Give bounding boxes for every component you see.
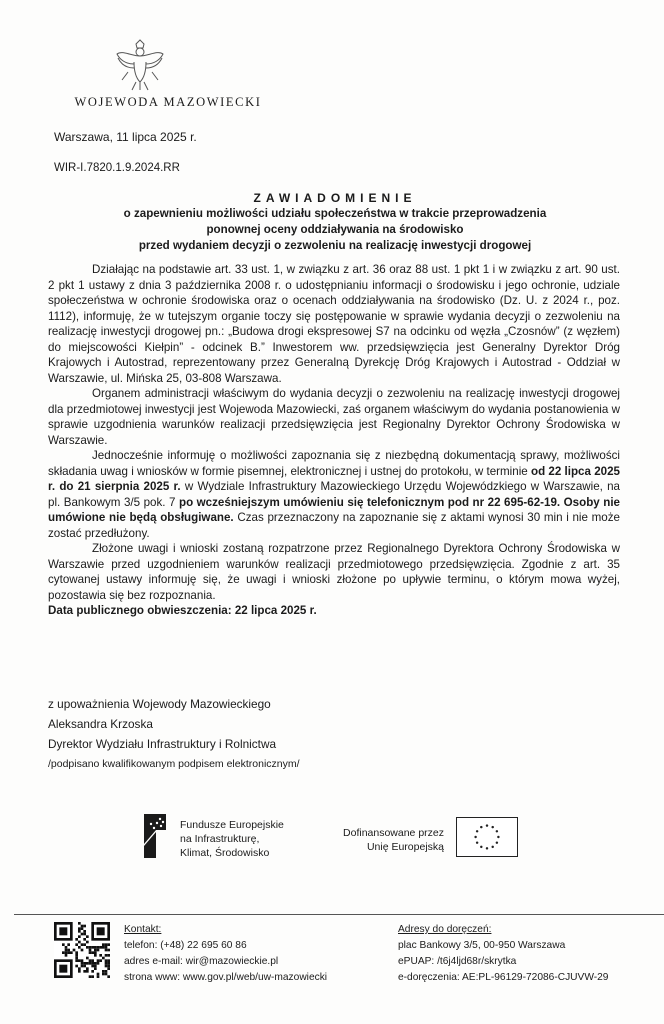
qr-module [81,959,84,962]
qr-module [102,946,105,949]
qr-module [99,959,102,962]
qr-module [107,962,110,965]
qr-module [59,965,67,973]
fundusze-europejskie-text [180,818,284,860]
qr-module [81,962,84,965]
eu-star [496,830,498,832]
qr-module [67,949,70,952]
qr-module [102,970,105,973]
qr-module [78,959,81,962]
qr-module [78,927,81,930]
qr-module [83,962,86,965]
eu-flag-icon [456,817,518,857]
reference-number: WIR-I.7820.1.9.2024.RR [54,162,180,174]
consultation-intro: Jednocześnie informuję o możliwości zapoznania się z niezbędną dokumentacją sprawy, możliwości składania uwag i wniosków w formie pisemnej, elektronicznej i ustnej do protokołu, w terminie [48,449,620,478]
signature-position: Dyrektor Wydziału Infrastruktury i Rolnictwa [48,737,277,751]
qr-module [107,949,110,952]
qr-module [91,975,94,978]
qr-module [65,954,68,957]
qr-module [89,949,92,952]
eu-star [476,830,478,832]
signature-authorization: z upoważnienia Wojewody Mazowieckiego [48,697,271,711]
qr-module [94,951,97,954]
document-date: Warszawa, 11 lipca 2025 r. [54,130,197,144]
qr-module [81,949,84,952]
footer-contact [124,922,327,986]
qr-module [94,962,97,965]
qr-module [94,949,97,952]
qr-module [83,965,86,968]
eu-star [486,824,488,826]
qr-module [81,933,84,936]
title-line-1: o zapewnieniu możliwości udziału społeczeństwa w trakcie przeprowadzenia [123,207,547,220]
qr-module [78,922,81,925]
qr-module [83,930,86,933]
qr-module [97,959,100,962]
qr-module [70,951,73,954]
qr-module [75,943,78,946]
signature-note: /podpisano kwalifikowanym podpisem elektronicznym/ [48,758,300,770]
contact-email[interactable]: adres e-mail: wir@mazowieckie.pl [124,956,279,967]
qr-module [81,943,84,946]
qr-module [89,962,92,965]
qr-module [78,935,81,938]
qr-module [83,938,86,941]
qr-module [62,951,65,954]
publication-date: : 22 lipca 2025 r. [227,604,317,617]
fe-line-2: na Infrastrukturę, [180,833,260,845]
qr-module [91,970,94,973]
qr-module [91,962,94,965]
qr-module [107,959,110,962]
qr-module [83,933,86,936]
qr-module [75,954,78,957]
qr-module [97,927,105,935]
paragraph-comments: Złożone uwagi i wnioski zostaną rozpatrzone przez Regionalnego Dyrektora Ochrony Środowiska w Warszawie przed uzgodnieniem warunków realizacji przedmiotowego przedsięwzięcia. Zgodnie z art. 35 cytowanej ustawy informuję się, że uwagi i wnioski złożone po upływie terminu, o którym mowa wyżej, pozostawia się bez rozpoznania. [48,542,620,602]
qr-module [86,946,89,949]
footer-divider [14,914,664,915]
paragraph-legal-basis: Działając na podstawie art. 33 ust. 1, w związku z art. 36 oraz 88 ust. 1 pkt 1 i w związku z art. 90 ust. 2 pkt 1 ustawy z dnia 3 października 2008 r. o udostępnianiu informacji o środowisku i jego ochronie, udziale społeczeństwa w ochronie środowiska oraz o ocenach oddziaływania na środowisko (Dz. U. z 2024 r., poz. 1112), informuję, że w tutejszym organie toczy się postępowanie w sprawie wydania decyzji o zezwoleniu na realizację inwestycji drogowej pn.: „Budowa drogi ekspresowej S7 na odcinku od węzła „Czosnów” (z węzłem) do miejscowości Kiełpin” - odcinek B.” Inwestorem ww. przedsięwzięcia jest Generalny Dyrektor Dróg Krajowych i Autostrad, reprezentowany przez Generalną Dyrekcję Dróg Krajowych i Autostrad - Oddział w Warszawie, ul. Mińska 25, 03-808 Warszawa. [48,263,620,385]
footer-addresses [398,922,608,986]
qr-module [105,954,108,957]
qr-module [78,930,81,933]
qr-module [75,938,78,941]
qr-module [67,943,70,946]
eu-star [491,826,493,828]
qr-module [65,951,68,954]
qr-module [81,927,84,930]
contact-phone: telefon: (+48) 22 695 60 86 [124,940,247,951]
qr-module [107,965,110,968]
document-body [48,262,620,619]
qr-module [75,957,78,960]
qr-module [91,946,94,949]
qr-module [86,935,89,938]
qr-module [91,959,94,962]
qr-module [75,951,78,954]
qr-module [105,959,108,962]
eu-star [496,841,498,843]
qr-module [105,949,108,952]
qr-module [86,970,89,973]
qr-module [105,962,108,965]
qr-module [97,949,100,952]
qr-module [105,946,108,949]
qr-module [102,973,105,976]
qr-module [91,965,94,968]
eu-star [497,836,499,838]
qr-module [75,965,78,968]
postal-address: plac Bankowy 3/5, 00-950 Warszawa [398,940,566,951]
qr-module [94,965,97,968]
qr-module [99,954,102,957]
qr-module [86,962,89,965]
qr-module [73,949,76,952]
title-line-3: przed wydaniem decyzji o zezwoleniu na realizację inwestycji drogowej [138,239,532,252]
qr-module [102,943,105,946]
qr-module [75,959,78,962]
qr-module [78,946,81,949]
paragraph-competent-authority: Organem administracji właściwym do wydania decyzji o zezwoleniu na realizację inwestycji drogowej dla przedmiotowej inwestycji jest Wojewoda Mazowiecki, zaś organem właściwym do wydania postanowienia w sprawie uzgodnienia warunków realizacji przedsięwzięcia jest Regionalny Dyrektor Ochrony Środowiska w Warszawie. [48,387,620,447]
qr-module [94,946,97,949]
qr-module [107,967,110,970]
eu-star [480,846,482,848]
qr-module [89,946,92,949]
qr-module [89,975,92,978]
qr-module [65,949,68,952]
contact-heading: Kontakt: [124,924,162,935]
contact-website[interactable]: strona www: www.gov.pl/web/uw-mazowiecki [124,972,328,983]
edoreczenia-address: e-doręczenia: AE:PL-96129-72086-CJUVW-29 [398,972,609,983]
qr-module [86,941,89,944]
eu-star [491,846,493,848]
qr-module [59,927,67,935]
epuap-address: ePUAP: /t6j4ljd68r/skrytka [398,956,517,967]
qr-code-icon [54,922,110,978]
qr-module [83,925,86,928]
qr-module [102,957,105,960]
eu-star [476,841,478,843]
qr-module [86,967,89,970]
fe-line-3: Klimat, Środowisko [180,847,270,859]
qr-module [107,954,110,957]
qr-module [99,946,102,949]
qr-module [94,954,97,957]
cofinancing-text [322,826,444,854]
qr-module [105,943,108,946]
addresses-heading: Adresy do doręczeń: [398,924,492,935]
eagle-emblem-icon [114,38,166,92]
fundusze-europejskie-icon [142,812,170,860]
qr-module [65,946,68,949]
cofin-line-1: Dofinansowane przez [343,827,444,839]
qr-module [67,951,70,954]
consultation-place: w Wydziale Infrastruktury Mazowieckiego Urzędu Wojewódzkiego w Warszawie, na pl. Bankowym 3/5 pok. 7 [48,480,620,509]
qr-module [105,973,108,976]
org-name: WOJEWODA MAZOWIECKI [74,95,262,109]
title-main: ZAWIADOMIENIE [253,191,417,205]
qr-module [62,943,65,946]
qr-module [97,973,100,976]
title-line-2: ponownej oceny oddziaływania na środowisko [206,223,464,236]
qr-module [97,962,100,965]
qr-module [107,943,110,946]
paragraph-consultation [48,448,620,541]
qr-module [83,970,86,973]
qr-module [107,975,110,978]
signature-block [48,694,300,774]
eu-star [486,847,488,849]
qr-module [89,951,92,954]
publication-date-line [48,603,620,619]
consultation-phone-note: po wcześniejszym umówieniu się telefonicznym pod nr 22 695-62-19. Osoby nie umówione nie będą obsługiwane. [48,495,620,524]
eu-star [474,836,476,838]
qr-module [105,965,108,968]
qr-module [89,959,92,962]
cofin-line-2: Unię Europejską [366,841,444,853]
qr-module [83,943,86,946]
consultation-time-limit: Czas przeznaczony na zapoznanie się z aktami wynosi 30 min i nie może zostać przedłużony. [48,511,620,540]
qr-module [97,946,100,949]
qr-module [78,967,81,970]
qr-module [78,941,81,944]
eu-star [480,826,482,828]
qr-module [105,970,108,973]
publication-label: Data publicznego obwieszczenia [48,604,228,617]
qr-module [94,967,97,970]
document-title [70,190,600,254]
fe-line-1: Fundusze Europejskie [180,819,284,831]
qr-module [81,925,84,928]
signature-name: Aleksandra Krzoska [48,717,153,731]
qr-module [78,970,81,973]
qr-module [81,965,84,968]
qr-module [97,975,100,978]
consultation-dates: od 22 lipca 2025 r. do 21 sierpnia 2025 r. [48,464,620,493]
qr-module [91,951,94,954]
qr-module [86,957,89,960]
